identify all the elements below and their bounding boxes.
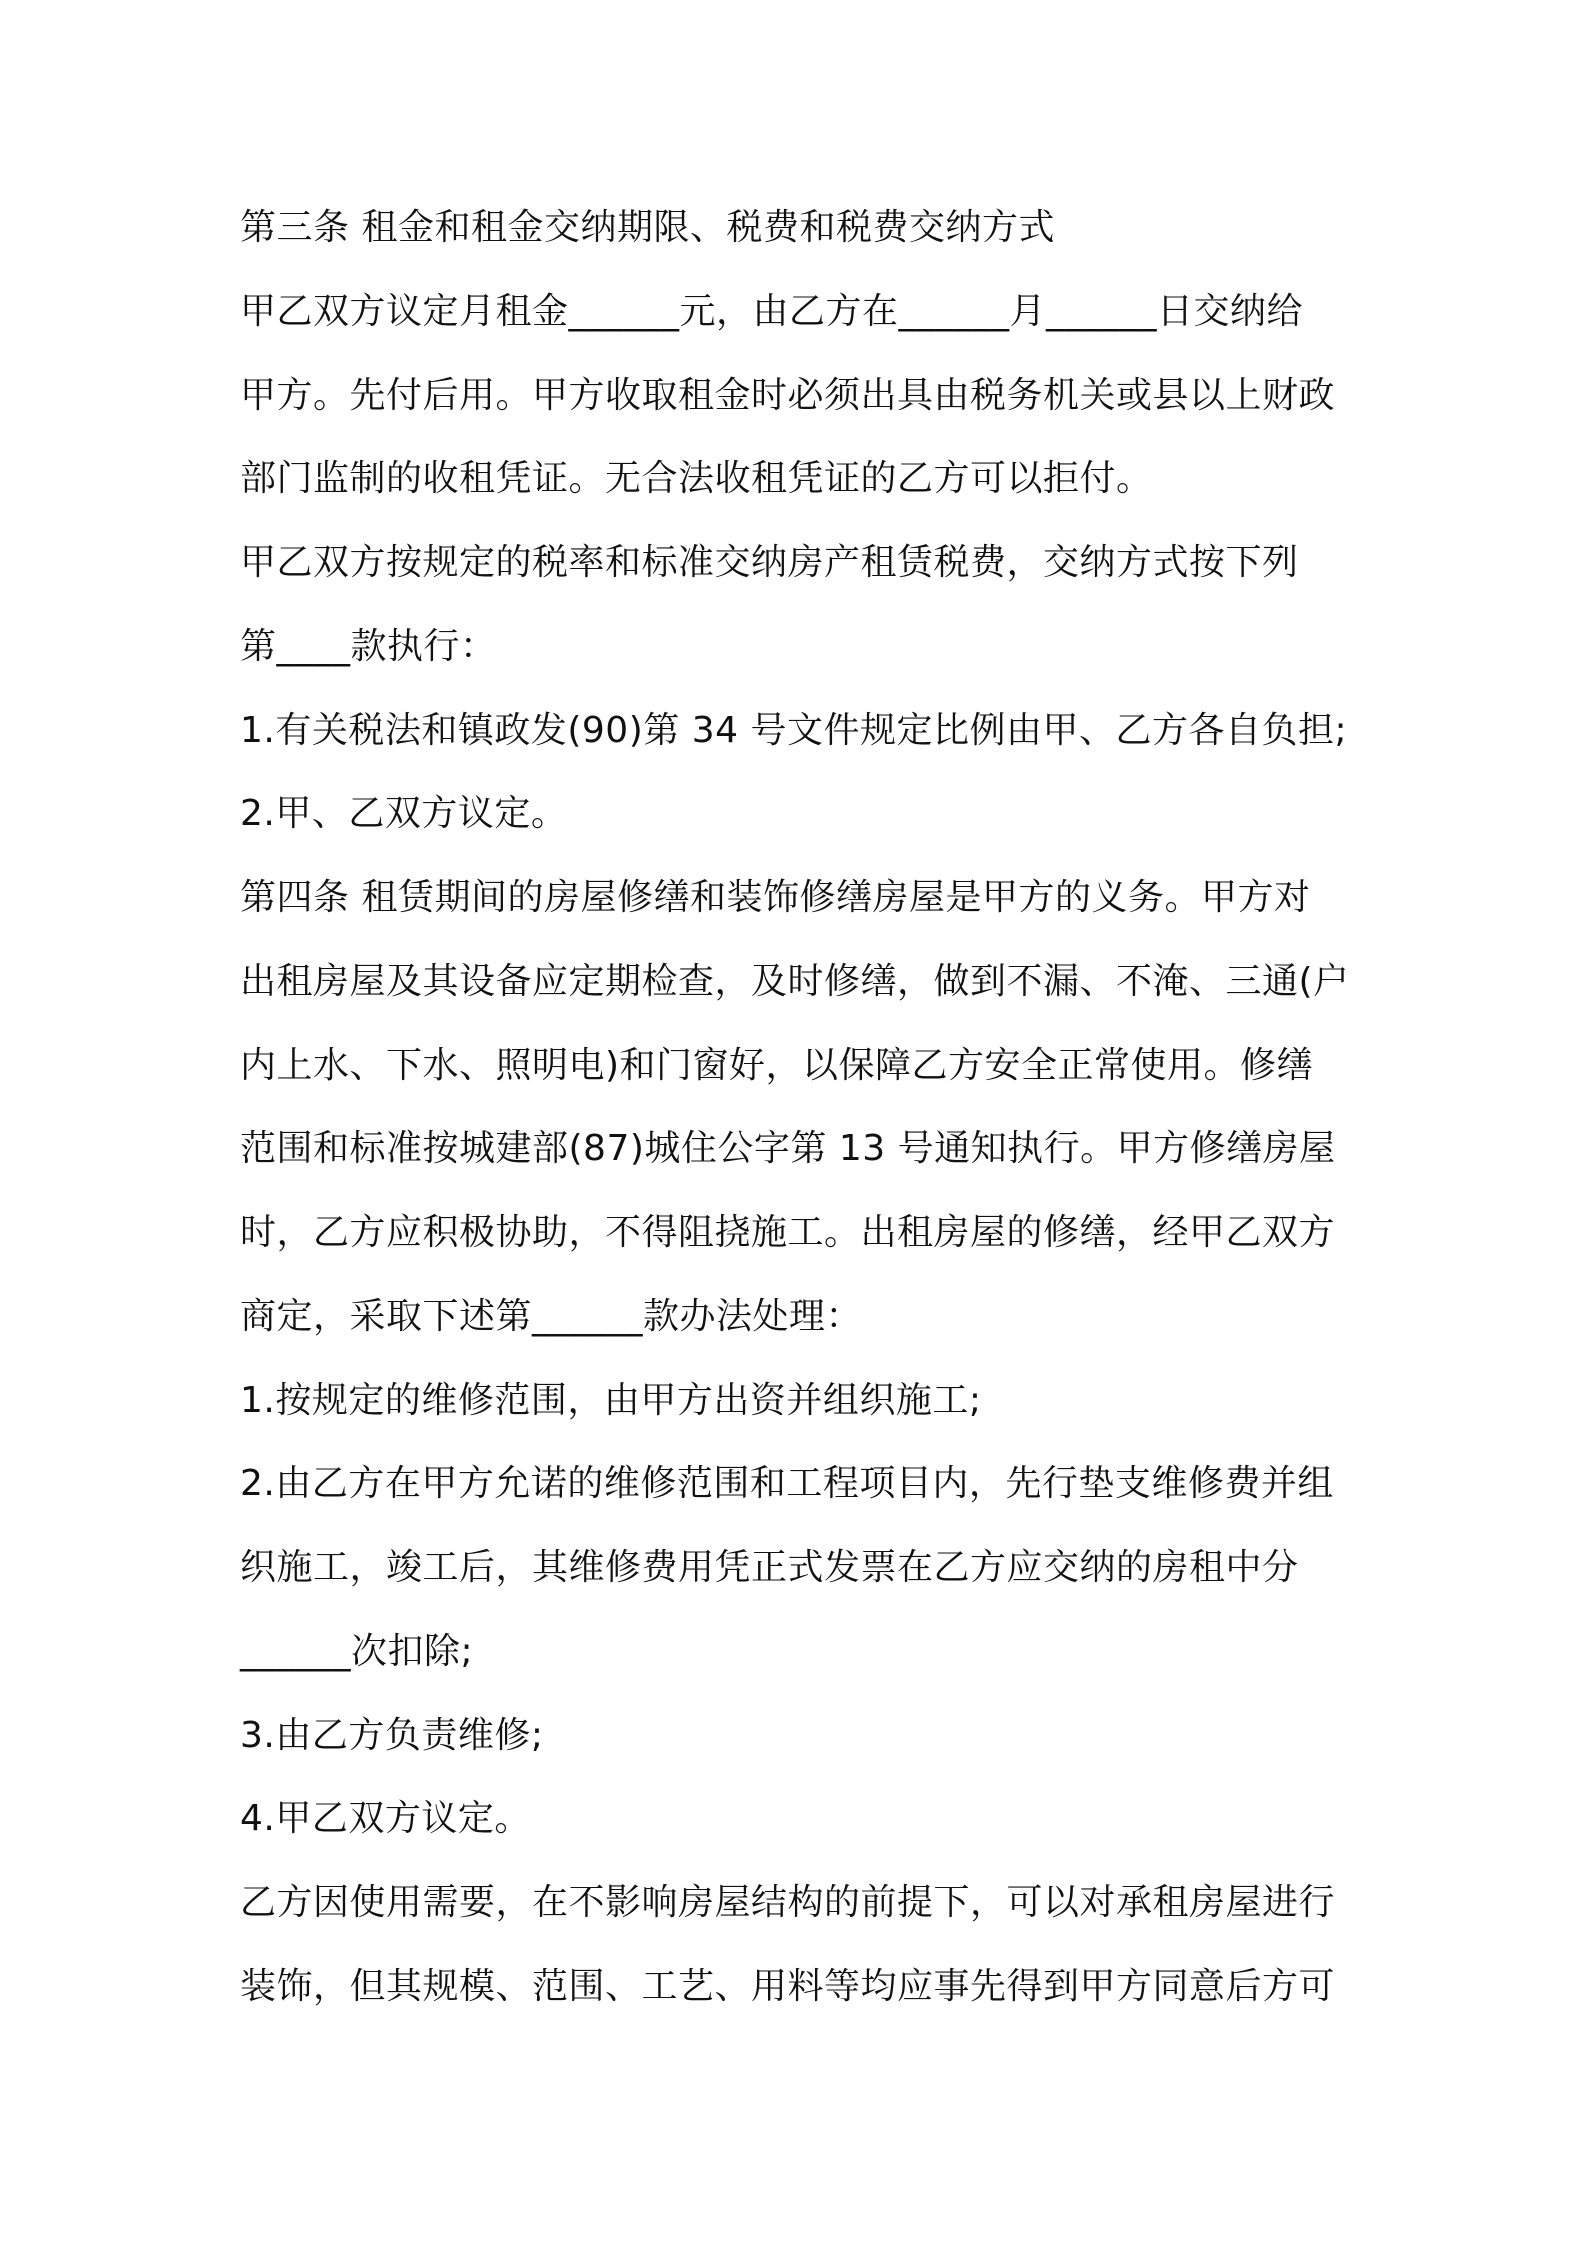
- list-item: 3.由乙方负责维修;: [240, 1715, 544, 1756]
- list-item: 1.有关税法和镇政发(90)第 34 号文件规定比例由甲、乙方各自负担;: [240, 710, 1348, 751]
- list-item: 1.按规定的维修范围，由甲方出资并组织施工;: [240, 1380, 982, 1421]
- article-3-heading: 第三条 租金和租金交纳期限、税费和税费交纳方式: [240, 207, 1055, 248]
- paragraph-line: 时，乙方应积极协助，不得阻挠施工。出租房屋的修缮，经甲乙双方: [240, 1212, 1336, 1253]
- list-item: 2.由乙方在甲方允诺的维修范围和工程项目内，先行垫支维修费并组: [240, 1463, 1334, 1504]
- paragraph-line: 装饰，但其规模、范围、工艺、用料等均应事先得到甲方同意后方可: [240, 1966, 1336, 2007]
- article-4-heading: 第四条 租赁期间的房屋修缮和装饰修缮房屋是甲方的义务。甲方对: [240, 877, 1311, 918]
- paragraph-line: 织施工，竣工后，其维修费用凭正式发票在乙方应交纳的房租中分: [240, 1547, 1299, 1588]
- paragraph-line: 内上水、下水、照明电)和门窗好，以保障乙方安全正常使用。修缮: [240, 1045, 1314, 1086]
- paragraph-line: ______次扣除;: [240, 1631, 474, 1672]
- paragraph-line: 第____款执行：: [240, 626, 497, 667]
- paragraph-line: 商定，采取下述第______款办法处理：: [240, 1296, 863, 1337]
- paragraph-line: 甲乙双方议定月租金______元，由乙方在______月______日交纳给: [240, 291, 1304, 332]
- paragraph-line: 甲乙双方按规定的税率和标准交纳房产租赁税费，交纳方式按下列: [240, 542, 1299, 583]
- paragraph-line: 甲方。先付后用。甲方收取租金时必须出具由税务机关或县以上财政: [240, 375, 1336, 416]
- paragraph-line: 乙方因使用需要，在不影响房屋结构的前提下，可以对承租房屋进行: [240, 1882, 1336, 1923]
- list-item: 2.甲、乙双方议定。: [240, 793, 568, 834]
- list-item: 4.甲乙双方议定。: [240, 1798, 531, 1839]
- paragraph-line: 出租房屋及其设备应定期检查，及时修缮，做到不漏、不淹、三通(户: [240, 961, 1350, 1002]
- paragraph-line: 范围和标准按城建部(87)城住公字第 13 号通知执行。甲方修缮房屋: [240, 1128, 1336, 1169]
- paragraph-line: 部门监制的收租凭证。无合法收租凭证的乙方可以拒付。: [240, 458, 1153, 499]
